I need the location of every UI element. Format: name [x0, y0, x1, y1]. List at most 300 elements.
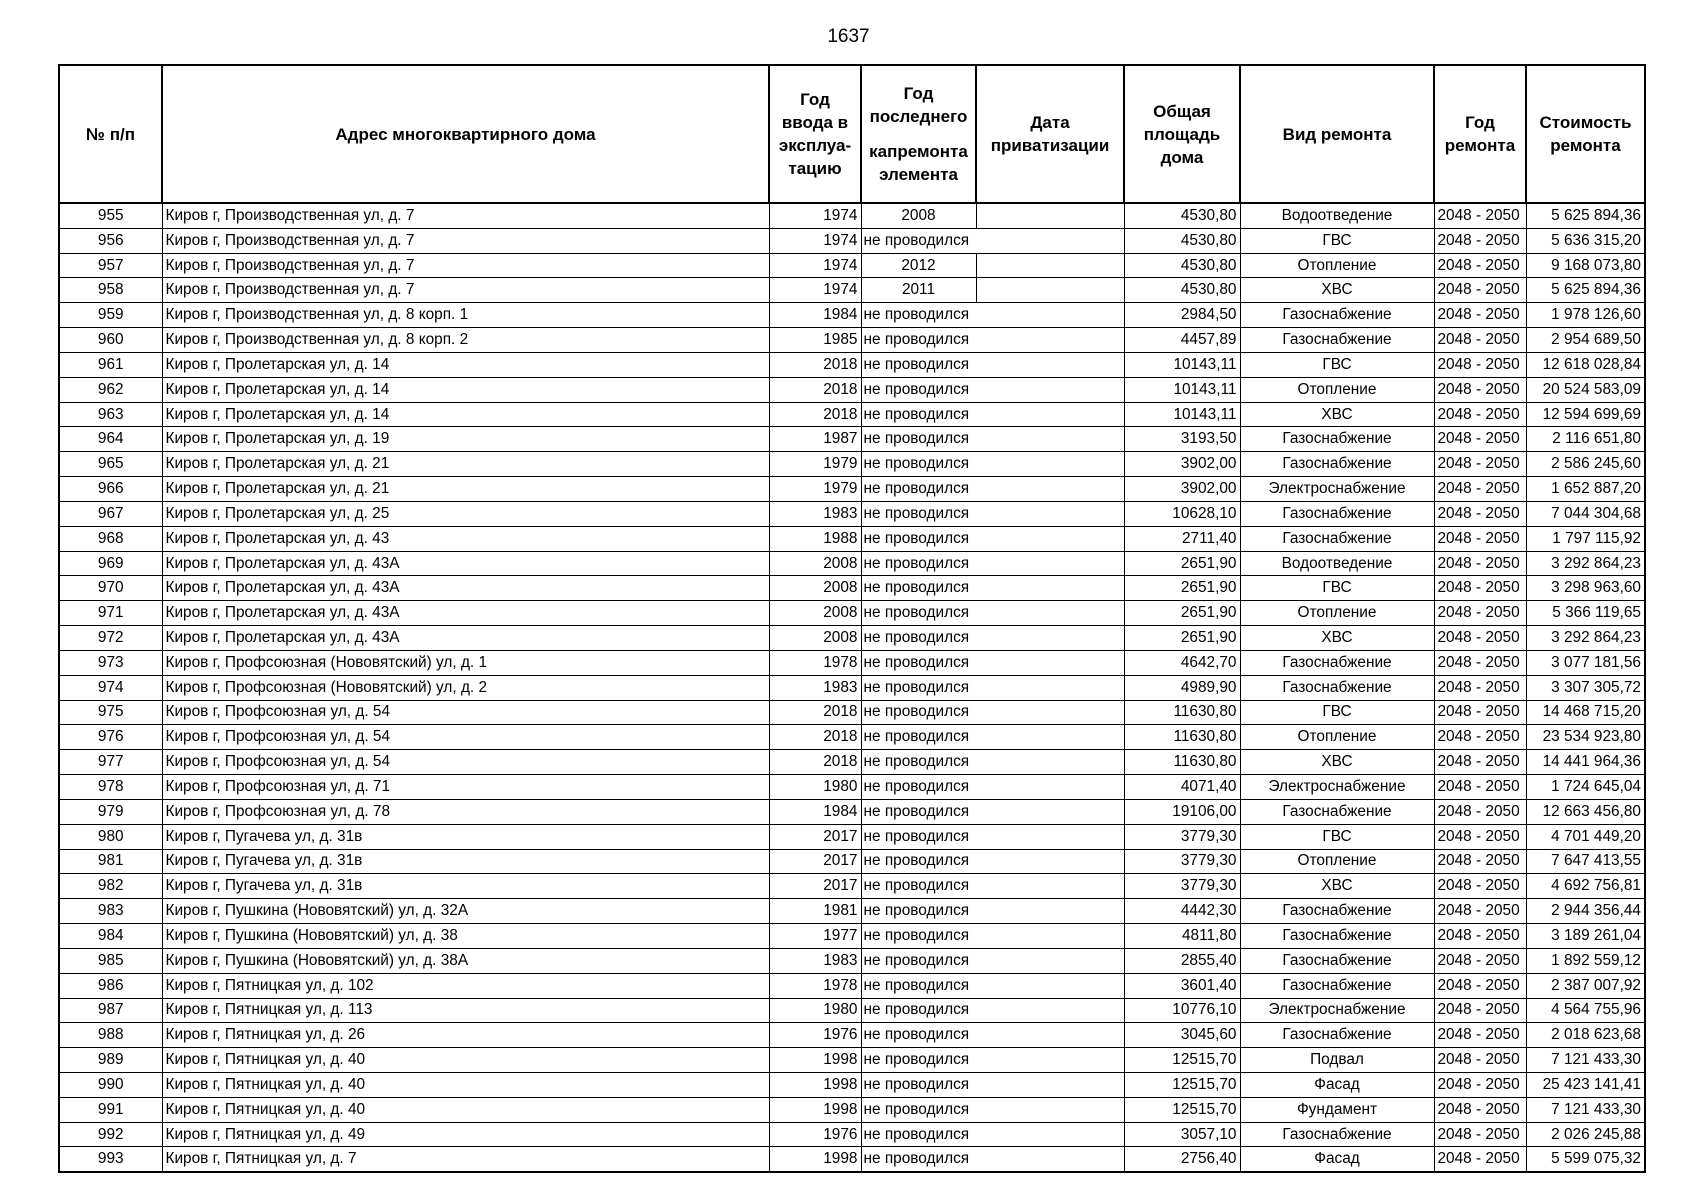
- cell-address: Киров г, Пролетарская ул, д. 14: [162, 402, 769, 427]
- cell-privatization: [976, 626, 1124, 651]
- cell-repair-years: 2048 - 2050: [1434, 1147, 1526, 1172]
- cell-num: 993: [59, 1147, 162, 1172]
- cell-last-repair: не проводился: [861, 427, 976, 452]
- cell-year-built: 1974: [769, 278, 861, 303]
- cell-last-repair: не проводился: [861, 477, 976, 502]
- cell-repair-years: 2048 - 2050: [1434, 328, 1526, 353]
- cell-cost: 4 564 755,96: [1526, 998, 1645, 1023]
- cell-year-built: 1980: [769, 998, 861, 1023]
- cell-num: 984: [59, 924, 162, 949]
- cell-address: Киров г, Пятницкая ул, д. 40: [162, 1072, 769, 1097]
- cell-area: 4811,80: [1124, 924, 1240, 949]
- cell-year-built: 1979: [769, 452, 861, 477]
- header-repair-years: Год ремонта: [1434, 65, 1526, 203]
- cell-last-repair: не проводился: [861, 675, 976, 700]
- cell-privatization: [976, 576, 1124, 601]
- cell-num: 981: [59, 849, 162, 874]
- cell-last-repair: не проводился: [861, 799, 976, 824]
- table-row: [59, 948, 1645, 973]
- cell-num: 979: [59, 799, 162, 824]
- cell-repair-years: 2048 - 2050: [1434, 477, 1526, 502]
- cell-year-built: 1978: [769, 650, 861, 675]
- cell-num: 967: [59, 501, 162, 526]
- header-year-built: Год ввода в эксплуа-тацию: [769, 65, 861, 203]
- cell-repair-type: Фундамент: [1240, 1097, 1434, 1122]
- cell-cost: 4 701 449,20: [1526, 824, 1645, 849]
- cell-cost: 12 618 028,84: [1526, 352, 1645, 377]
- cell-last-repair: не проводился: [861, 750, 976, 775]
- cell-repair-type: ГВС: [1240, 352, 1434, 377]
- cell-cost: 23 534 923,80: [1526, 725, 1645, 750]
- cell-repair-type: Газоснабжение: [1240, 1122, 1434, 1147]
- cell-privatization: [976, 228, 1124, 253]
- cell-area: 2651,90: [1124, 551, 1240, 576]
- cell-num: 970: [59, 576, 162, 601]
- table-row: [59, 551, 1645, 576]
- cell-num: 963: [59, 402, 162, 427]
- cell-repair-years: 2048 - 2050: [1434, 402, 1526, 427]
- cell-num: 958: [59, 278, 162, 303]
- cell-repair-type: Электроснабжение: [1240, 477, 1434, 502]
- cell-year-built: 2018: [769, 700, 861, 725]
- cell-year-built: 2018: [769, 402, 861, 427]
- cell-address: Киров г, Пушкина (Нововятский) ул, д. 38А: [162, 948, 769, 973]
- cell-area: 19106,00: [1124, 799, 1240, 824]
- cell-repair-years: 2048 - 2050: [1434, 626, 1526, 651]
- table-row: [59, 1048, 1645, 1073]
- cell-last-repair: 2011: [861, 278, 976, 303]
- cell-privatization: [976, 253, 1124, 278]
- cell-address: Киров г, Производственная ул, д. 7: [162, 278, 769, 303]
- cell-privatization: [976, 650, 1124, 675]
- cell-num: 991: [59, 1097, 162, 1122]
- cell-repair-years: 2048 - 2050: [1434, 775, 1526, 800]
- cell-repair-years: 2048 - 2050: [1434, 278, 1526, 303]
- cell-repair-type: Газоснабжение: [1240, 501, 1434, 526]
- cell-year-built: 1985: [769, 328, 861, 353]
- table-row: [59, 576, 1645, 601]
- cell-address: Киров г, Пролетарская ул, д. 43А: [162, 601, 769, 626]
- cell-privatization: [976, 998, 1124, 1023]
- table-row: [59, 501, 1645, 526]
- cell-repair-years: 2048 - 2050: [1434, 501, 1526, 526]
- cell-address: Киров г, Пролетарская ул, д. 21: [162, 452, 769, 477]
- cell-area: 4530,80: [1124, 203, 1240, 228]
- cell-year-built: 2017: [769, 874, 861, 899]
- cell-repair-years: 2048 - 2050: [1434, 948, 1526, 973]
- header-last-repair: [861, 65, 976, 203]
- cell-area: 12515,70: [1124, 1072, 1240, 1097]
- cell-cost: 7 647 413,55: [1526, 849, 1645, 874]
- cell-repair-years: 2048 - 2050: [1434, 725, 1526, 750]
- cell-address: Киров г, Пятницкая ул, д. 113: [162, 998, 769, 1023]
- cell-repair-years: 2048 - 2050: [1434, 352, 1526, 377]
- cell-last-repair: не проводился: [861, 328, 976, 353]
- cell-cost: 5 366 119,65: [1526, 601, 1645, 626]
- cell-repair-years: 2048 - 2050: [1434, 1023, 1526, 1048]
- table-header-row: [59, 65, 1645, 203]
- cell-num: 956: [59, 228, 162, 253]
- cell-repair-years: 2048 - 2050: [1434, 799, 1526, 824]
- cell-privatization: [976, 1097, 1124, 1122]
- cell-year-built: 1980: [769, 775, 861, 800]
- cell-repair-type: ГВС: [1240, 824, 1434, 849]
- cell-area: 11630,80: [1124, 750, 1240, 775]
- cell-last-repair: не проводился: [861, 650, 976, 675]
- cell-repair-type: Газоснабжение: [1240, 948, 1434, 973]
- cell-area: 4530,80: [1124, 253, 1240, 278]
- cell-privatization: [976, 725, 1124, 750]
- cell-last-repair: не проводился: [861, 1122, 976, 1147]
- cell-num: 962: [59, 377, 162, 402]
- table-row: [59, 477, 1645, 502]
- cell-area: 3193,50: [1124, 427, 1240, 452]
- cell-repair-years: 2048 - 2050: [1434, 874, 1526, 899]
- cell-last-repair: не проводился: [861, 377, 976, 402]
- cell-year-built: 1976: [769, 1122, 861, 1147]
- cell-address: Киров г, Пролетарская ул, д. 43А: [162, 626, 769, 651]
- cell-repair-type: Газоснабжение: [1240, 973, 1434, 998]
- cell-num: 966: [59, 477, 162, 502]
- cell-num: 976: [59, 725, 162, 750]
- cell-year-built: 1974: [769, 203, 861, 228]
- cell-num: 955: [59, 203, 162, 228]
- table-row: [59, 1072, 1645, 1097]
- table-row: [59, 1147, 1645, 1172]
- cell-area: 3779,30: [1124, 824, 1240, 849]
- cell-repair-type: ГВС: [1240, 576, 1434, 601]
- cell-address: Киров г, Пятницкая ул, д. 7: [162, 1147, 769, 1172]
- cell-privatization: [976, 601, 1124, 626]
- cell-area: 4989,90: [1124, 675, 1240, 700]
- cell-area: 4530,80: [1124, 278, 1240, 303]
- cell-repair-years: 2048 - 2050: [1434, 303, 1526, 328]
- cell-num: 965: [59, 452, 162, 477]
- cell-last-repair: 2012: [861, 253, 976, 278]
- cell-repair-type: ХВС: [1240, 278, 1434, 303]
- table-row: [59, 203, 1645, 228]
- cell-last-repair: не проводился: [861, 352, 976, 377]
- cell-privatization: [976, 700, 1124, 725]
- cell-cost: 2 944 356,44: [1526, 899, 1645, 924]
- cell-num: 992: [59, 1122, 162, 1147]
- cell-repair-years: 2048 - 2050: [1434, 899, 1526, 924]
- cell-address: Киров г, Пролетарская ул, д. 43А: [162, 576, 769, 601]
- cell-privatization: [976, 1122, 1124, 1147]
- cell-privatization: [976, 477, 1124, 502]
- cell-repair-years: 2048 - 2050: [1434, 849, 1526, 874]
- cell-address: Киров г, Пролетарская ул, д. 25: [162, 501, 769, 526]
- cell-year-built: 1984: [769, 303, 861, 328]
- cell-num: 985: [59, 948, 162, 973]
- cell-area: 2651,90: [1124, 626, 1240, 651]
- cell-last-repair: не проводился: [861, 924, 976, 949]
- page-number: 1637: [827, 26, 870, 47]
- cell-year-built: 2018: [769, 750, 861, 775]
- cell-year-built: 1988: [769, 526, 861, 551]
- cell-privatization: [976, 849, 1124, 874]
- cell-last-repair: не проводился: [861, 601, 976, 626]
- cell-cost: 12 594 699,69: [1526, 402, 1645, 427]
- cell-repair-years: 2048 - 2050: [1434, 551, 1526, 576]
- cell-repair-years: 2048 - 2050: [1434, 1122, 1526, 1147]
- cell-num: 983: [59, 899, 162, 924]
- cell-privatization: [976, 1048, 1124, 1073]
- cell-area: 3902,00: [1124, 477, 1240, 502]
- cell-cost: 1 724 645,04: [1526, 775, 1645, 800]
- cell-last-repair: не проводился: [861, 526, 976, 551]
- cell-address: Киров г, Производственная ул, д. 7: [162, 228, 769, 253]
- cell-area: 12515,70: [1124, 1048, 1240, 1073]
- cell-repair-type: Водоотведение: [1240, 203, 1434, 228]
- cell-last-repair: 2008: [861, 203, 976, 228]
- cell-repair-type: Газоснабжение: [1240, 526, 1434, 551]
- cell-repair-type: ГВС: [1240, 700, 1434, 725]
- cell-cost: 1 652 887,20: [1526, 477, 1645, 502]
- cell-year-built: 2018: [769, 725, 861, 750]
- cell-area: 4442,30: [1124, 899, 1240, 924]
- cell-cost: 3 292 864,23: [1526, 551, 1645, 576]
- table-row: [59, 278, 1645, 303]
- table-row: [59, 973, 1645, 998]
- cell-area: 2711,40: [1124, 526, 1240, 551]
- cell-last-repair: не проводился: [861, 551, 976, 576]
- table-row: [59, 775, 1645, 800]
- cell-num: 988: [59, 1023, 162, 1048]
- cell-repair-type: Газоснабжение: [1240, 452, 1434, 477]
- cell-num: 960: [59, 328, 162, 353]
- cell-last-repair: не проводился: [861, 501, 976, 526]
- cell-cost: 5 636 315,20: [1526, 228, 1645, 253]
- cell-privatization: [976, 799, 1124, 824]
- cell-privatization: [976, 427, 1124, 452]
- table-row: [59, 874, 1645, 899]
- cell-area: 10628,10: [1124, 501, 1240, 526]
- cell-address: Киров г, Пугачева ул, д. 31в: [162, 824, 769, 849]
- cell-num: 964: [59, 427, 162, 452]
- cell-repair-years: 2048 - 2050: [1434, 427, 1526, 452]
- cell-area: 2855,40: [1124, 948, 1240, 973]
- cell-num: 973: [59, 650, 162, 675]
- table-row: [59, 526, 1645, 551]
- cell-last-repair: не проводился: [861, 1072, 976, 1097]
- cell-year-built: 1998: [769, 1097, 861, 1122]
- cell-year-built: 2018: [769, 377, 861, 402]
- cell-num: 986: [59, 973, 162, 998]
- cell-address: Киров г, Профсоюзная ул, д. 54: [162, 725, 769, 750]
- cell-repair-years: 2048 - 2050: [1434, 973, 1526, 998]
- repair-register-table: [58, 64, 1646, 1173]
- cell-cost: 5 625 894,36: [1526, 278, 1645, 303]
- cell-area: 4071,40: [1124, 775, 1240, 800]
- cell-area: 12515,70: [1124, 1097, 1240, 1122]
- cell-repair-type: ХВС: [1240, 750, 1434, 775]
- cell-area: 3779,30: [1124, 849, 1240, 874]
- header-area: Общая площадь дома: [1124, 65, 1240, 203]
- cell-address: Киров г, Пролетарская ул, д. 14: [162, 377, 769, 402]
- cell-last-repair: не проводился: [861, 973, 976, 998]
- table-row: [59, 303, 1645, 328]
- cell-repair-years: 2048 - 2050: [1434, 1048, 1526, 1073]
- cell-last-repair: не проводился: [861, 626, 976, 651]
- cell-repair-type: Газоснабжение: [1240, 675, 1434, 700]
- cell-repair-type: Газоснабжение: [1240, 303, 1434, 328]
- cell-repair-years: 2048 - 2050: [1434, 998, 1526, 1023]
- cell-address: Киров г, Пятницкая ул, д. 49: [162, 1122, 769, 1147]
- cell-privatization: [976, 948, 1124, 973]
- table-row: [59, 601, 1645, 626]
- cell-cost: 20 524 583,09: [1526, 377, 1645, 402]
- cell-repair-type: Газоснабжение: [1240, 328, 1434, 353]
- cell-cost: 3 292 864,23: [1526, 626, 1645, 651]
- cell-num: 971: [59, 601, 162, 626]
- cell-address: Киров г, Пятницкая ул, д. 26: [162, 1023, 769, 1048]
- cell-privatization: [976, 303, 1124, 328]
- table-row: [59, 849, 1645, 874]
- cell-cost: 14 441 964,36: [1526, 750, 1645, 775]
- cell-year-built: 2008: [769, 551, 861, 576]
- cell-repair-type: ХВС: [1240, 402, 1434, 427]
- cell-cost: 2 026 245,88: [1526, 1122, 1645, 1147]
- cell-area: 2651,90: [1124, 601, 1240, 626]
- cell-year-built: 2017: [769, 824, 861, 849]
- cell-repair-type: Фасад: [1240, 1072, 1434, 1097]
- table-row: [59, 1023, 1645, 1048]
- cell-privatization: [976, 328, 1124, 353]
- cell-cost: 5 599 075,32: [1526, 1147, 1645, 1172]
- cell-last-repair: не проводился: [861, 1023, 976, 1048]
- cell-area: 3902,00: [1124, 452, 1240, 477]
- cell-cost: 3 077 181,56: [1526, 650, 1645, 675]
- cell-address: Киров г, Производственная ул, д. 7: [162, 203, 769, 228]
- table-row: [59, 675, 1645, 700]
- cell-repair-years: 2048 - 2050: [1434, 253, 1526, 278]
- cell-repair-years: 2048 - 2050: [1434, 526, 1526, 551]
- cell-cost: 2 954 689,50: [1526, 328, 1645, 353]
- cell-last-repair: не проводился: [861, 303, 976, 328]
- cell-area: 3045,60: [1124, 1023, 1240, 1048]
- cell-address: Киров г, Пятницкая ул, д. 40: [162, 1097, 769, 1122]
- cell-num: 974: [59, 675, 162, 700]
- cell-repair-type: Газоснабжение: [1240, 650, 1434, 675]
- cell-privatization: [976, 1147, 1124, 1172]
- cell-address: Киров г, Профсоюзная ул, д. 78: [162, 799, 769, 824]
- cell-address: Киров г, Производственная ул, д. 8 корп. 1: [162, 303, 769, 328]
- cell-last-repair: не проводился: [861, 228, 976, 253]
- cell-repair-type: Отопление: [1240, 725, 1434, 750]
- cell-privatization: [976, 551, 1124, 576]
- cell-last-repair: не проводился: [861, 998, 976, 1023]
- cell-cost: 7 121 433,30: [1526, 1097, 1645, 1122]
- table-row: [59, 328, 1645, 353]
- cell-num: 961: [59, 352, 162, 377]
- cell-repair-type: ХВС: [1240, 874, 1434, 899]
- cell-num: 957: [59, 253, 162, 278]
- cell-privatization: [976, 973, 1124, 998]
- cell-cost: 2 387 007,92: [1526, 973, 1645, 998]
- cell-repair-type: Газоснабжение: [1240, 799, 1434, 824]
- cell-address: Киров г, Профсоюзная (Нововятский) ул, д. 2: [162, 675, 769, 700]
- cell-area: 4457,89: [1124, 328, 1240, 353]
- table-body: [59, 203, 1645, 1172]
- cell-repair-type: ХВС: [1240, 626, 1434, 651]
- cell-year-built: 2008: [769, 601, 861, 626]
- cell-privatization: [976, 203, 1124, 228]
- cell-cost: 25 423 141,41: [1526, 1072, 1645, 1097]
- table-row: [59, 626, 1645, 651]
- cell-cost: 2 116 651,80: [1526, 427, 1645, 452]
- cell-repair-years: 2048 - 2050: [1434, 203, 1526, 228]
- cell-repair-type: Отопление: [1240, 849, 1434, 874]
- cell-year-built: 1998: [769, 1147, 861, 1172]
- cell-last-repair: не проводился: [861, 1048, 976, 1073]
- cell-num: 989: [59, 1048, 162, 1073]
- cell-last-repair: не проводился: [861, 849, 976, 874]
- cell-area: 11630,80: [1124, 725, 1240, 750]
- cell-last-repair: не проводился: [861, 824, 976, 849]
- cell-repair-type: Фасад: [1240, 1147, 1434, 1172]
- cell-num: 980: [59, 824, 162, 849]
- cell-address: Киров г, Профсоюзная ул, д. 54: [162, 750, 769, 775]
- cell-year-built: 1984: [769, 799, 861, 824]
- table-row: [59, 228, 1645, 253]
- header-privatization: Дата приватизации: [976, 65, 1124, 203]
- table-row: [59, 750, 1645, 775]
- cell-repair-type: Газоснабжение: [1240, 899, 1434, 924]
- cell-year-built: 1987: [769, 427, 861, 452]
- cell-last-repair: не проводился: [861, 899, 976, 924]
- cell-area: 4530,80: [1124, 228, 1240, 253]
- cell-year-built: 1981: [769, 899, 861, 924]
- table-row: [59, 1097, 1645, 1122]
- table-row: [59, 452, 1645, 477]
- cell-repair-years: 2048 - 2050: [1434, 377, 1526, 402]
- cell-repair-type: Газоснабжение: [1240, 1023, 1434, 1048]
- cell-privatization: [976, 278, 1124, 303]
- cell-year-built: 1983: [769, 948, 861, 973]
- cell-repair-years: 2048 - 2050: [1434, 650, 1526, 675]
- cell-repair-years: 2048 - 2050: [1434, 700, 1526, 725]
- cell-privatization: [976, 899, 1124, 924]
- cell-last-repair: не проводился: [861, 948, 976, 973]
- cell-repair-type: Водоотведение: [1240, 551, 1434, 576]
- cell-address: Киров г, Пролетарская ул, д. 19: [162, 427, 769, 452]
- cell-year-built: 1977: [769, 924, 861, 949]
- cell-cost: 1 892 559,12: [1526, 948, 1645, 973]
- cell-privatization: [976, 874, 1124, 899]
- cell-year-built: 1998: [769, 1072, 861, 1097]
- cell-repair-years: 2048 - 2050: [1434, 1072, 1526, 1097]
- cell-repair-type: ГВС: [1240, 228, 1434, 253]
- cell-repair-years: 2048 - 2050: [1434, 452, 1526, 477]
- table-row: [59, 650, 1645, 675]
- header-cost: Стоимость ремонта: [1526, 65, 1645, 203]
- cell-repair-type: Подвал: [1240, 1048, 1434, 1073]
- cell-privatization: [976, 924, 1124, 949]
- cell-repair-years: 2048 - 2050: [1434, 1097, 1526, 1122]
- cell-cost: 4 692 756,81: [1526, 874, 1645, 899]
- cell-repair-years: 2048 - 2050: [1434, 924, 1526, 949]
- cell-year-built: 1983: [769, 675, 861, 700]
- cell-year-built: 2008: [769, 576, 861, 601]
- header-repair-type: Вид ремонта: [1240, 65, 1434, 203]
- cell-num: 969: [59, 551, 162, 576]
- cell-cost: 1 797 115,92: [1526, 526, 1645, 551]
- cell-area: 10143,11: [1124, 402, 1240, 427]
- table-row: [59, 352, 1645, 377]
- cell-privatization: [976, 824, 1124, 849]
- cell-year-built: 1976: [769, 1023, 861, 1048]
